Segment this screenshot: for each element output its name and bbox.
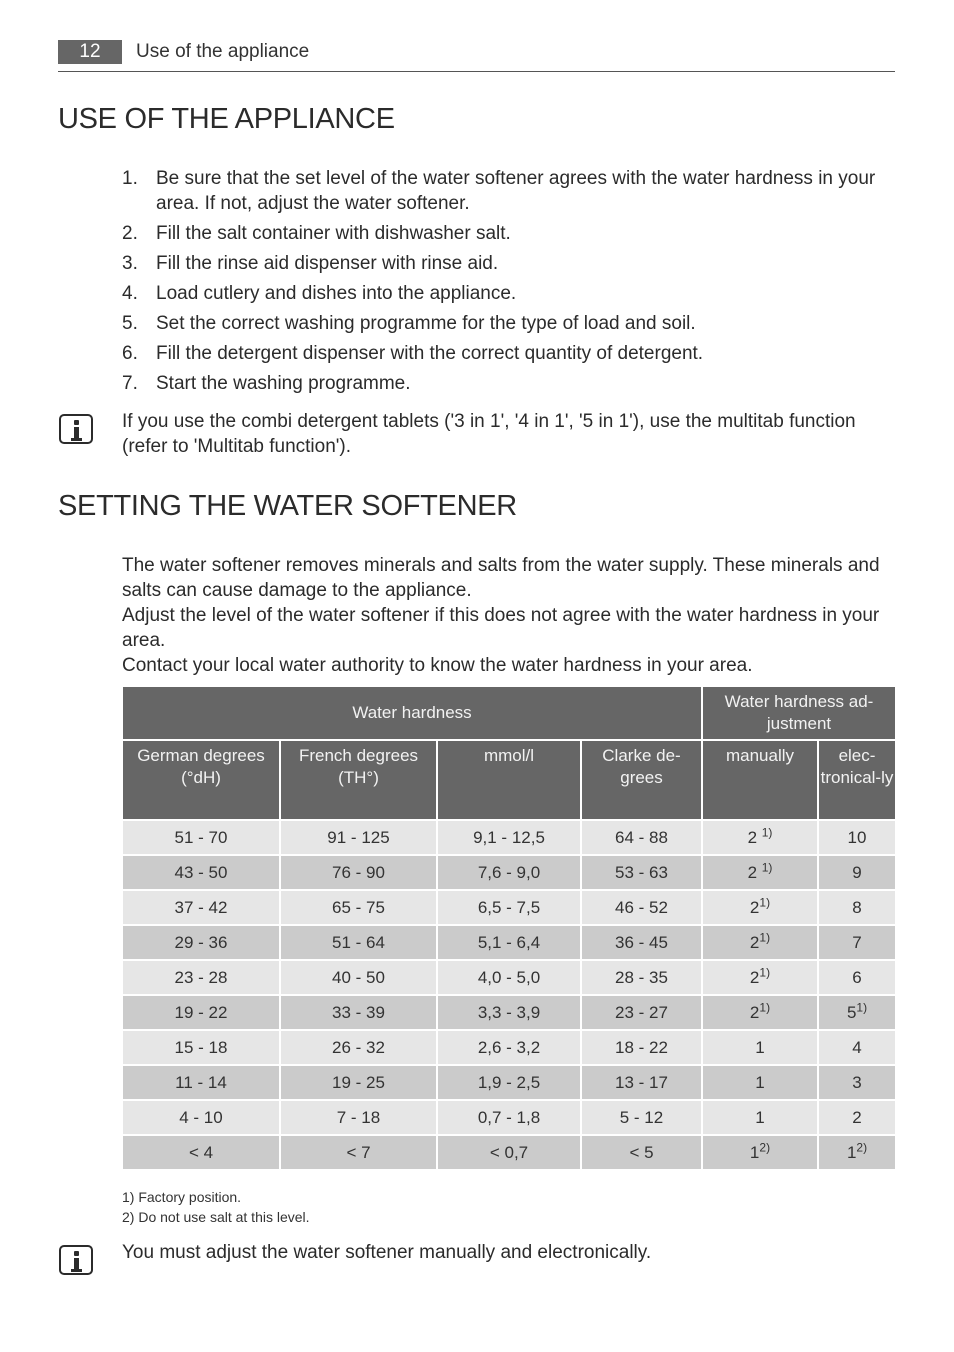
info-note-multitab: If you use the combi detergent tablets ('3 in 1', '4 in 1', '5 in 1'), use the multitab function (refer to 'Multitab function').: [122, 411, 856, 457]
table-row: [122, 890, 896, 925]
cell-electronic: 4: [818, 1030, 896, 1065]
cell-manual: 2$^{1)}$: [702, 995, 818, 1030]
contact-paragraph: Contact your local water authority to know the water hardness in your area.: [122, 655, 753, 676]
cell-clarke: 53 - 63: [581, 855, 702, 890]
cell-electronic: 8: [818, 890, 896, 925]
cell-german: 11 - 14: [122, 1065, 280, 1100]
column-header-french: French degrees (TH°): [280, 740, 437, 820]
cell-french: < 7: [280, 1135, 437, 1170]
info-icon: [59, 1245, 93, 1275]
cell-french: 91 - 125: [280, 820, 437, 855]
column-header-german: German degrees (°dH): [122, 740, 280, 820]
step-number: 3.: [122, 253, 138, 274]
page-number: 12: [58, 40, 122, 64]
cell-manual: 1: [702, 1065, 818, 1100]
step-text: Be sure that the set level of the water softener agrees with the water hardness in your area. If not, adjust the water softener.: [156, 168, 876, 214]
footnote-ref: 1): [856, 999, 868, 1014]
step-number: 6.: [122, 343, 138, 364]
cell-german: 51 - 70: [122, 820, 280, 855]
step-text: Start the washing programme.: [156, 373, 411, 394]
cell-clarke: 36 - 45: [581, 925, 702, 960]
footnote-ref: 1): [759, 999, 771, 1014]
step-text: Fill the salt container with dishwasher salt.: [156, 223, 511, 244]
table-row: [122, 1100, 896, 1135]
step-text: Fill the rinse aid dispenser with rinse aid.: [156, 253, 499, 274]
cell-electronic: 10: [818, 820, 896, 855]
cell-manual: 2 $^{1)}$: [702, 855, 818, 890]
step-number: 2.: [122, 223, 138, 244]
cell-french: 40 - 50: [280, 960, 437, 995]
cell-french: 7 - 18: [280, 1100, 437, 1135]
table-row: [122, 1135, 896, 1170]
section-title-softener: SETTING THE WATER SOFTENER: [58, 490, 517, 522]
footnote-ref: 1): [761, 859, 773, 874]
cell-clarke: 23 - 27: [581, 995, 702, 1030]
step-item: [122, 281, 892, 306]
cell-german: 29 - 36: [122, 925, 280, 960]
step-number: 5.: [122, 313, 138, 334]
water-hardness-table: [121, 685, 897, 1171]
steps-list: [122, 166, 892, 401]
page-header: [58, 40, 895, 72]
step-number: 7.: [122, 373, 138, 394]
group-header-hardness: Water hardness: [122, 686, 702, 740]
cell-mmol: 9,1 - 12,5: [437, 820, 581, 855]
footnote-no-salt: 2) Do not use salt at this level.: [122, 1209, 310, 1225]
cell-manual: 2$^{1)}$: [702, 890, 818, 925]
cell-electronic: 3: [818, 1065, 896, 1100]
footnote-ref: 2): [856, 1139, 868, 1154]
adjust-paragraph: Adjust the level of the water softener if this does not agree with the water hardness in your area.: [122, 605, 880, 651]
cell-electronic: 9: [818, 855, 896, 890]
cell-french: 65 - 75: [280, 890, 437, 925]
cell-german: 37 - 42: [122, 890, 280, 925]
step-item: [122, 371, 892, 396]
step-number: 4.: [122, 283, 138, 304]
cell-french: 33 - 39: [280, 995, 437, 1030]
footnote-ref: 1): [759, 894, 771, 909]
cell-electronic: 5$^{1)}$: [818, 995, 896, 1030]
info-note-adjust: You must adjust the water softener manually and electronically.: [122, 1242, 652, 1263]
cell-manual: 1$^{2)}$: [702, 1135, 818, 1170]
footnote-factory: 1) Factory position.: [122, 1189, 242, 1205]
cell-german: < 4: [122, 1135, 280, 1170]
cell-mmol: 5,1 - 6,4: [437, 925, 581, 960]
step-item: [122, 311, 892, 336]
cell-manual: 2$^{1)}$: [702, 960, 818, 995]
footnote-ref: 1): [759, 929, 771, 944]
step-number: 1.: [122, 168, 138, 189]
footnote-ref: 2): [759, 1139, 771, 1154]
cell-mmol: 7,6 - 9,0: [437, 855, 581, 890]
cell-french: 76 - 90: [280, 855, 437, 890]
table-row: [122, 820, 896, 855]
section-title-use: USE OF THE APPLIANCE: [58, 103, 395, 135]
column-header-electronically: elec-tronical-ly: [818, 740, 896, 820]
column-header-clarke: Clarke de-grees: [581, 740, 702, 820]
table-row: [122, 925, 896, 960]
cell-german: 19 - 22: [122, 995, 280, 1030]
cell-clarke: 18 - 22: [581, 1030, 702, 1065]
step-item: [122, 251, 892, 276]
cell-clarke: 13 - 17: [581, 1065, 702, 1100]
cell-manual: 2 $^{1)}$: [702, 820, 818, 855]
table-row: [122, 960, 896, 995]
footnote-ref: 1): [761, 824, 773, 839]
footnote-ref: 1): [759, 964, 771, 979]
column-header-manually: manually: [702, 740, 818, 820]
cell-clarke: 64 - 88: [581, 820, 702, 855]
cell-manual: 2$^{1)}$: [702, 925, 818, 960]
cell-electronic: 1$^{2)}$: [818, 1135, 896, 1170]
cell-german: 23 - 28: [122, 960, 280, 995]
cell-mmol: 1,9 - 2,5: [437, 1065, 581, 1100]
column-header-mmol: mmol/l: [437, 740, 581, 820]
cell-manual: 1: [702, 1100, 818, 1135]
cell-electronic: 6: [818, 960, 896, 995]
cell-clarke: 46 - 52: [581, 890, 702, 925]
cell-mmol: 0,7 - 1,8: [437, 1100, 581, 1135]
cell-german: 15 - 18: [122, 1030, 280, 1065]
table-row: [122, 855, 896, 890]
running-title: Use of the appliance: [136, 41, 310, 62]
cell-clarke: 5 - 12: [581, 1100, 702, 1135]
intro-paragraph: The water softener removes minerals and salts from the water supply. These minerals and salts can cause damage to the appliance.: [122, 555, 880, 601]
cell-electronic: 2: [818, 1100, 896, 1135]
cell-mmol: 4,0 - 5,0: [437, 960, 581, 995]
cell-french: 19 - 25: [280, 1065, 437, 1100]
cell-german: 43 - 50: [122, 855, 280, 890]
table-row: [122, 1030, 896, 1065]
cell-mmol: 2,6 - 3,2: [437, 1030, 581, 1065]
step-item: [122, 221, 892, 246]
table-row: [122, 1065, 896, 1100]
step-text: Set the correct washing programme for the type of load and soil.: [156, 313, 696, 334]
cell-french: 51 - 64: [280, 925, 437, 960]
step-text: Fill the detergent dispenser with the correct quantity of detergent.: [156, 343, 704, 364]
cell-clarke: 28 - 35: [581, 960, 702, 995]
cell-german: 4 - 10: [122, 1100, 280, 1135]
step-text: Load cutlery and dishes into the appliance.: [156, 283, 517, 304]
info-icon: [59, 414, 93, 444]
cell-french: 26 - 32: [280, 1030, 437, 1065]
group-header-adjustment: Water hardness ad-justment: [702, 686, 896, 740]
cell-mmol: 6,5 - 7,5: [437, 890, 581, 925]
cell-electronic: 7: [818, 925, 896, 960]
cell-manual: 1: [702, 1030, 818, 1065]
cell-clarke: < 5: [581, 1135, 702, 1170]
step-item: [122, 341, 892, 366]
cell-mmol: 3,3 - 3,9: [437, 995, 581, 1030]
cell-mmol: < 0,7: [437, 1135, 581, 1170]
step-item: [122, 166, 892, 216]
table-row: [122, 995, 896, 1030]
